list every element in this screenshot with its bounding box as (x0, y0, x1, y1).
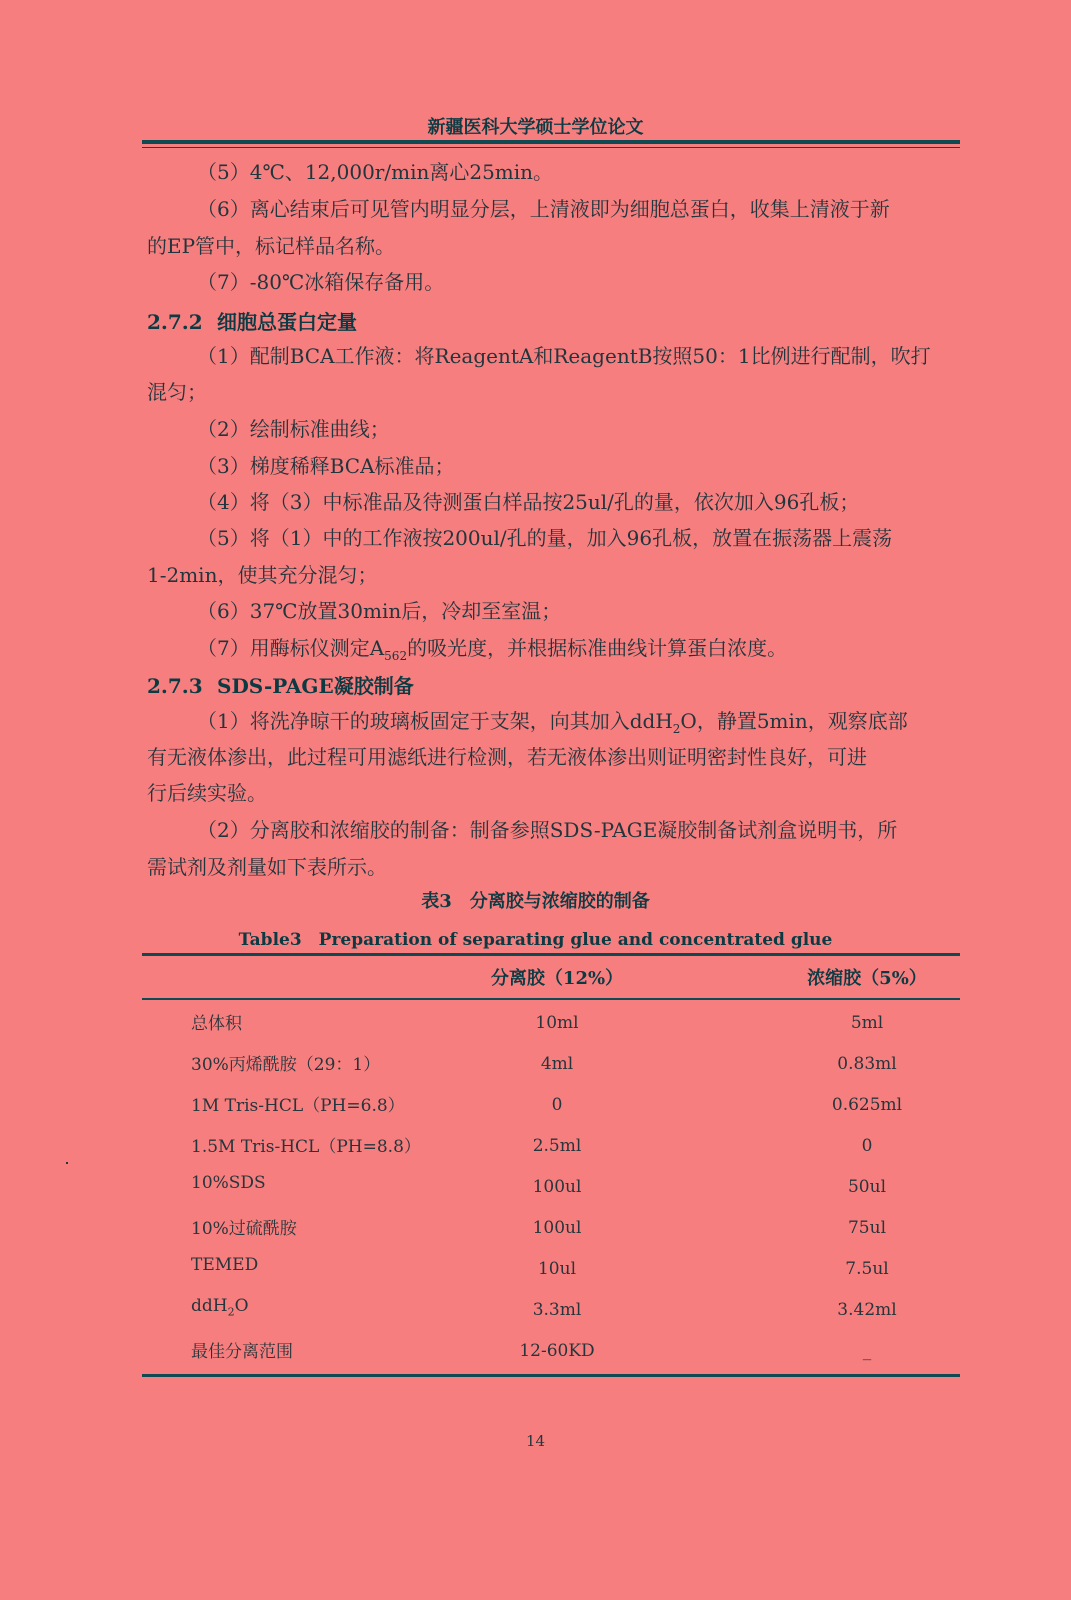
table-row (0, 1009, 1071, 1050)
row-value-stacking: 5ml (850, 1013, 884, 1033)
gel-step-1-cont: 有无液体渗出，此过程可用滤纸进行检测，若无液体渗出则证明密封性良好，可进 (147, 745, 867, 769)
bca-step-1: （1）配制BCA工作液：将ReagentA和ReagentB按照50：1比例进行配制，吹打 (197, 344, 931, 368)
row-value-stacking: 0.625ml (831, 1095, 903, 1115)
gel-step-1-subscript: 2 (672, 722, 681, 736)
page-number: 14 (525, 1432, 546, 1450)
step-6-line-cont: 的EP管中，标记样品名称。 (147, 234, 396, 258)
row-value-separating: 100ul (532, 1177, 582, 1197)
section-title: SDS-PAGE凝胶制备 (217, 674, 414, 698)
bca-step-7-subscript: 562 (384, 649, 408, 663)
row-value-separating: 10ml (535, 1013, 579, 1033)
table-row (0, 1214, 1071, 1255)
row-value-separating: 3.3ml (532, 1300, 582, 1320)
step-7-line: （7）-80℃冰箱保存备用。 (197, 270, 445, 294)
row-label: 总体积 (191, 1014, 242, 1034)
bca-step-7 (197, 630, 1007, 675)
table-header-stacking-gel: 浓缩胶（5%） (807, 968, 927, 989)
table-row (0, 1337, 1071, 1378)
table-caption-cn: 表3 分离胶与浓缩胶的制备 (421, 891, 650, 912)
row-value-separating: 0 (551, 1095, 563, 1115)
running-header: 新疆医科大学硕士学位论文 (427, 117, 644, 138)
table-row (0, 1132, 1071, 1173)
bca-step-1-cont: 混匀； (147, 380, 207, 404)
table-row (0, 1255, 1071, 1296)
bca-step-5: （5）将（1）中的工作液按200ul/孔的量，加入96孔板，放置在振荡器上震荡 (197, 526, 893, 550)
table-top-rule (142, 953, 960, 956)
row-value-separating: 10ul (537, 1259, 577, 1279)
section-title: 细胞总蛋白定量 (217, 310, 357, 334)
row-value-stacking: 75ul (847, 1218, 887, 1238)
section-number: 2.7.3 (147, 674, 203, 698)
row-label-tail: O (234, 1296, 249, 1316)
header-rule-thick (142, 140, 960, 144)
row-label (191, 1296, 249, 1318)
section-number: 2.7.2 (147, 310, 203, 334)
bca-step-7-text-b: 的吸光度，并根据标准曲线计算蛋白浓度。 (407, 636, 788, 660)
step-6-line: （6）离心结束后可见管内明显分层，上清液即为细胞总蛋白，收集上清液于新 (197, 197, 890, 221)
bca-step-5-cont: 1-2min，使其充分混匀； (147, 563, 378, 587)
row-label: 最佳分离范围 (191, 1342, 293, 1362)
header-rule-thin (142, 147, 960, 148)
table-bottom-rule (142, 1374, 960, 1377)
bca-step-6: （6）37℃放置30min后，冷却至室温； (197, 599, 562, 623)
row-value-stacking: 50ul (847, 1177, 887, 1197)
bca-step-2: （2）绘制标准曲线； (197, 417, 390, 441)
row-value-separating: 12-60KD (519, 1341, 595, 1361)
table-header-rule (142, 998, 960, 1000)
section-heading-2-7-3 (147, 670, 414, 699)
row-value-stacking: 7.5ul (845, 1259, 889, 1279)
step-5-line: （5）4℃、12,000r/min离心25min。 (197, 160, 554, 184)
row-value-stacking: 0.83ml (837, 1054, 897, 1074)
row-label: 1M Tris-HCL（PH=6.8） (191, 1096, 405, 1116)
row-value-separating: 100ul (532, 1218, 582, 1238)
row-label-subscript: 2 (227, 1305, 235, 1319)
gel-step-1-cont2: 行后续实验。 (147, 781, 267, 805)
row-label: 30%丙烯酰胺（29：1） (191, 1055, 381, 1075)
table-row (0, 1173, 1071, 1214)
section-heading-2-7-2 (147, 306, 357, 335)
row-label-text: ddH (191, 1296, 228, 1316)
row-label: TEMED (191, 1255, 259, 1275)
row-value-stacking: 0 (861, 1136, 873, 1156)
gel-step-2-cont: 需试剂及剂量如下表所示。 (147, 855, 387, 879)
row-value-stacking: 3.42ml (837, 1300, 897, 1320)
row-label: 1.5M Tris-HCL（PH=8.8） (191, 1137, 421, 1157)
row-label: 10%SDS (191, 1173, 266, 1193)
row-value-separating: 4ml (540, 1054, 574, 1074)
gel-step-1-text-a: （1）将洗净晾干的玻璃板固定于支架，向其加入ddH (197, 709, 673, 733)
table-header-separating-gel: 分离胶（12%） (490, 968, 624, 989)
bca-step-7-text-a: （7）用酶标仪测定A (197, 636, 385, 660)
gel-step-2: （2）分离胶和浓缩胶的制备：制备参照SDS-PAGE凝胶制备试剂盒说明书，所 (197, 818, 898, 842)
table-row (0, 1091, 1071, 1132)
gel-step-1-text-b: O，静置5min，观察底部 (680, 709, 908, 733)
table-row (0, 1296, 1071, 1337)
table-row (0, 1050, 1071, 1091)
bca-step-3: （3）梯度稀释BCA标准品； (197, 454, 455, 478)
table-caption-en: Table3 Preparation of separating glue and concentrated glue (238, 930, 833, 950)
stray-dot (66, 1162, 68, 1164)
row-label: 10%过硫酰胺 (191, 1219, 297, 1239)
row-value-stacking: _ (862, 1341, 872, 1361)
row-value-separating: 2.5ml (532, 1136, 582, 1156)
bca-step-4: （4）将（3）中标准品及待测蛋白样品按25ul/孔的量，依次加入96孔板； (197, 490, 860, 514)
